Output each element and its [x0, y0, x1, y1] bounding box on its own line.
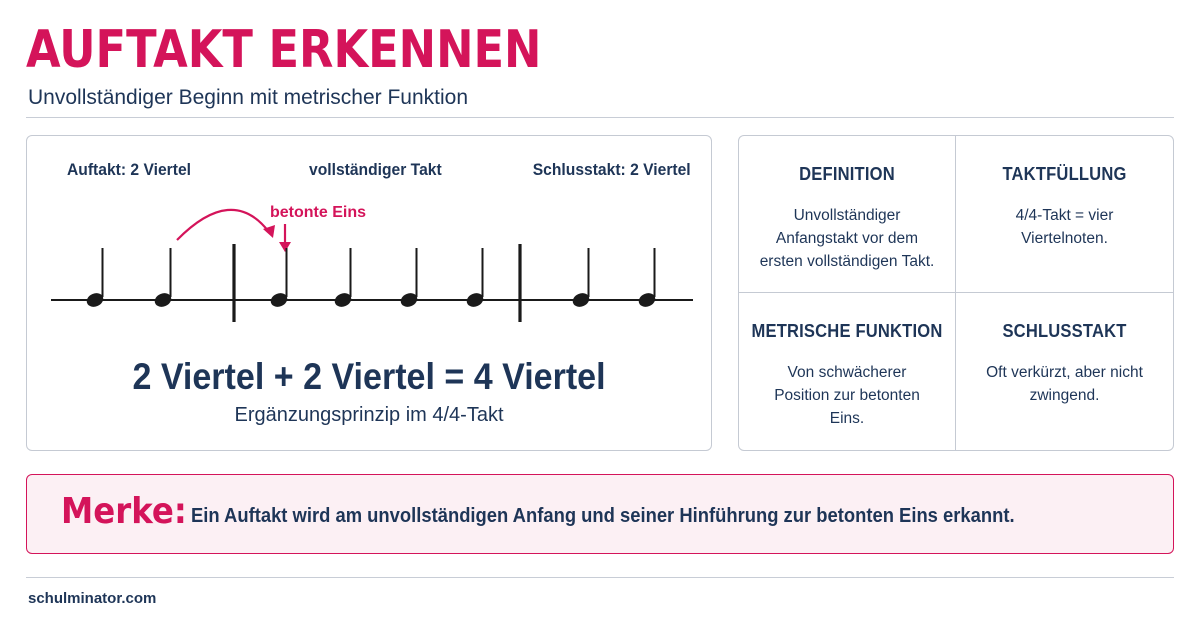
- merke-label: Merke:: [61, 491, 187, 532]
- info-cards: [738, 135, 1174, 451]
- staff-panel: [26, 135, 712, 451]
- staff-label-auftakt: Auftakt: 2 Viertel: [67, 160, 191, 179]
- merke-box: [26, 474, 1174, 554]
- merke-text: Ein Auftakt wird am unvollständigen Anfang und seiner Hinführung zur betonten Eins erkannt.: [191, 505, 1015, 527]
- formula-main: 2 Viertel + 2 Viertel = 4 Viertel: [132, 356, 606, 397]
- card-title: TAKTFÜLLUNG: [1002, 164, 1127, 184]
- header-divider: [26, 117, 1174, 118]
- card-title: DEFINITION: [799, 164, 895, 184]
- card-text: Unvollständiger Anfangstakt vor dem ersten vollständigen Takt.: [759, 207, 935, 270]
- formula-sub: Ergänzungsprinzip im 4/4-Takt: [234, 404, 504, 426]
- accent-label: betonte Eins: [270, 204, 367, 221]
- card-text: Oft verkürzt, aber nicht zwingend.: [986, 364, 1143, 404]
- card-metrische-funktion: [739, 293, 956, 450]
- footer-brand: schulminator.com: [28, 590, 157, 607]
- card-text: Von schwächerer Position zur betonten Eins.: [774, 364, 920, 427]
- card-taktfuellung: [956, 136, 1173, 293]
- accent-arrow-head: [279, 242, 291, 252]
- staff-label-schlusstakt: Schlusstakt: 2 Viertel: [533, 160, 691, 179]
- card-schlusstakt: [956, 293, 1173, 450]
- card-text: 4/4-Takt = vier Viertelnoten.: [1015, 207, 1114, 247]
- card-title: SCHLUSSTAKT: [1002, 321, 1127, 341]
- footer-divider: [26, 577, 1174, 578]
- upbeat-arrow-curve: [177, 210, 269, 240]
- page-title: AUFTAKT ERKENNEN: [26, 20, 542, 80]
- staff-label-full-measure: vollständiger Takt: [309, 160, 442, 179]
- page-subtitle: Unvollständiger Beginn mit metrischer Funktion: [28, 86, 469, 109]
- card-title: METRISCHE FUNKTION: [751, 321, 943, 341]
- card-definition: [739, 136, 956, 293]
